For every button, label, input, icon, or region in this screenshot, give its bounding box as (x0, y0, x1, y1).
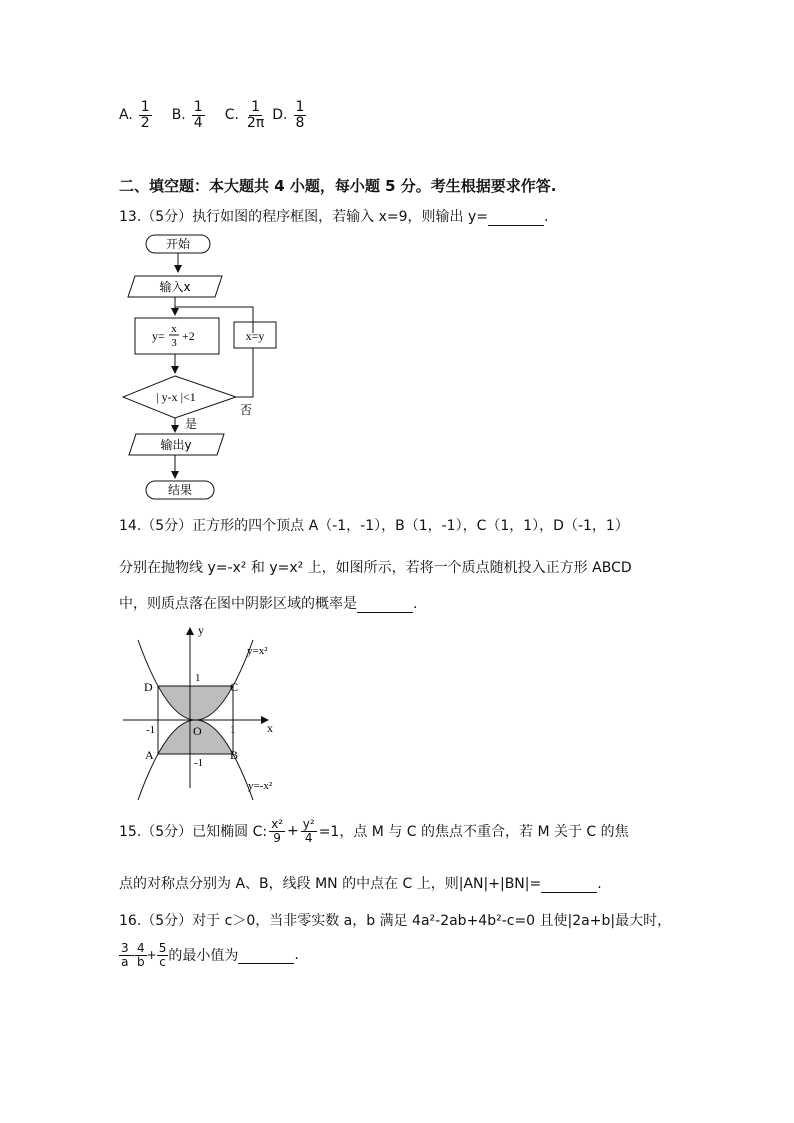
q15-fraction-x: $\frac{\text{x²}}{9}$ (271, 817, 284, 845)
flowchart (118, 232, 288, 504)
q15-fraction-y: $\frac{\text{y²}}{4}$ (302, 817, 315, 845)
svg-text:-1: -1 (146, 724, 156, 736)
q13-text: 13.（5分）执行如图的程序框图，若输入 x=9，则输出 y= . (119, 209, 549, 225)
flow-output-label: 输出y (160, 438, 192, 452)
q14-line3: 中，则质点落在图中阴影区域的概率是 . (119, 596, 418, 612)
q15-line1: 15.（5分）已知椭圆 C: $\frac{\text{x²}}{9}$ + $\frac{\text{y²}}{4}$ =1，点 M 与 C 的焦点不重合，若 M 关于 C 的焦 (119, 817, 629, 845)
svg-text:B: B (230, 748, 239, 762)
answer-blank (488, 209, 544, 226)
flow-end-label: 结果 (167, 483, 193, 497)
parabola-graph (118, 618, 288, 800)
svg-text:1: 1 (230, 724, 236, 736)
answer-blank (357, 596, 413, 613)
svg-text:x: x (267, 721, 273, 735)
svg-text:x: x (171, 323, 177, 335)
flow-input-label: 输入x (159, 280, 191, 294)
svg-text:A: A (145, 748, 154, 762)
option-a-fraction: $\frac{1}{2}$ (140, 99, 150, 131)
flow-assign-y-box (135, 318, 219, 354)
svg-text:+2: +2 (182, 329, 195, 343)
option-d-fraction: $\frac{1}{8}$ (295, 99, 305, 131)
svg-text:y=x²: y=x² (247, 645, 268, 657)
svg-text:D: D (144, 680, 153, 694)
flow-no-label: 否 (240, 403, 253, 417)
q14-line2: 分别在抛物线 y=-x² 和 y=x² 上，如图所示，若将一个质点随机投入正方形 ABCD (119, 560, 632, 576)
q15-line2: 点的对称点分别为 A、B，线段 MN 的中点在 C 上，则|AN|+|BN|= . (119, 876, 602, 892)
option-c-label: C. (224, 107, 239, 124)
flow-condition-label: | y-x |<1 (156, 390, 196, 404)
q16-line2: $\frac{3}{a}$ - $\frac{4}{b}$ + $\frac{5}{c}$ 的最小值为 . (121, 941, 299, 969)
section-heading: 二、填空题：本大题共 4 小题，每小题 5 分。考生根据要求作答. (119, 177, 557, 195)
q16-fraction-3a: $\frac{3}{a}$ (121, 941, 129, 969)
option-d-label: D. (272, 107, 288, 124)
flow-start-label: 开始 (165, 237, 191, 251)
svg-text:y=-x²: y=-x² (248, 780, 273, 792)
svg-text:y=: y= (152, 329, 165, 343)
answer-blank (541, 876, 597, 893)
svg-text:1: 1 (195, 672, 201, 684)
option-b-label: B. (171, 107, 186, 124)
svg-text:y: y (198, 623, 204, 637)
q16-fraction-4b: $\frac{4}{b}$ (136, 941, 145, 969)
q16-line1: 16.（5分）对于 c＞0，当非零实数 a，b 满足 4a²-2ab+4b²-c=0 且使|2a+b|最大时， (119, 913, 672, 929)
svg-text:O: O (193, 724, 202, 738)
svg-text:3: 3 (171, 337, 177, 349)
option-a-label: A. (119, 107, 133, 124)
q16-fraction-5c: $\frac{5}{c}$ (158, 941, 167, 969)
option-c-fraction: $\frac{1}{2\pi}$ (246, 99, 265, 131)
svg-text:x=y: x=y (245, 329, 265, 343)
q12-options (119, 100, 308, 130)
flow-yes-label: 是 (185, 417, 198, 431)
svg-text:-1: -1 (194, 757, 204, 769)
svg-text:C: C (230, 680, 239, 694)
answer-blank (238, 947, 294, 964)
option-b-fraction: $\frac{1}{4}$ (193, 99, 203, 131)
q14-line1: 14.（5分）正方形的四个顶点 A（-1，-1），B（1，-1），C（1，1），D（-1，1） (119, 518, 629, 534)
